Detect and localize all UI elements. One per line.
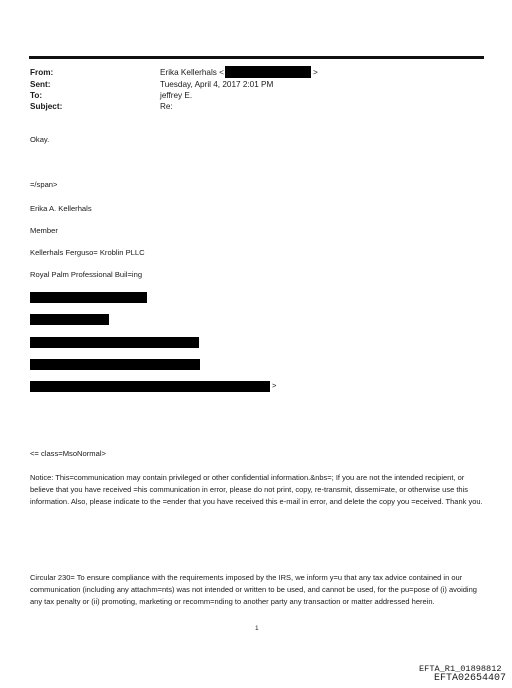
redaction-email [225,66,311,78]
redaction-block [30,314,109,325]
from-label: From: [30,68,54,77]
signature-title: Member [30,226,58,235]
redacted-line-suffix: > [272,381,277,390]
from-value-suffix: > [313,68,318,77]
redaction-block [30,337,199,348]
header-divider [29,56,484,59]
sent-label: Sent: [30,80,51,89]
page-number: 1 [255,625,259,632]
redaction-block [30,359,200,370]
redaction-block [30,381,270,392]
bates-number-primary: EFTA_R1_01898812 [419,664,502,674]
to-value: jeffrey E. [160,91,193,100]
signature-building: Royal Palm Professional Buil=ing [30,270,143,279]
subject-label: Subject: [30,102,63,111]
from-value: Erika Kellerhals < [160,68,224,77]
bates-number-secondary: EFTA02654407 [434,673,507,684]
class-artifact-text: <= class=MsoNormal> [30,449,106,458]
circular-230-paragraph: Circular 230= To ensure compliance with the requirements imposed by the IRS, we inform y=u that any tax advice contained in our communication (including any attachm=nts) was not intended or written to be used, and cannot be used, for the pu=pose of (i) avoiding any tax penalty or (ii) promoting, marketing or recomm=nding to another party any transaction or matter addressed herein. [30,573,477,607]
notice-paragraph: Notice: This=communication may contain privileged or other confidential information.&nbs=; If you are not the intended recipient, or believe that you have received =his communication in error, please do not print, copy, re-transmit, dissemi=ate, or otherwise use this information. Also, please indicate to the =ender that you have received this e-mail in error, and delete the copy you =eceived. Thank you. [30,473,483,507]
signature-name: Erika A. Kellerhals [30,204,92,213]
to-label: To: [30,91,43,100]
redaction-block [30,292,147,303]
subject-value: Re: [160,102,173,111]
span-artifact-text: =/span> [30,180,58,189]
sent-value: Tuesday, April 4, 2017 2:01 PM [160,80,274,89]
signature-firm: Kellerhals Ferguso= Kroblin PLLC [30,248,145,257]
greeting-text: Okay. [30,135,50,144]
